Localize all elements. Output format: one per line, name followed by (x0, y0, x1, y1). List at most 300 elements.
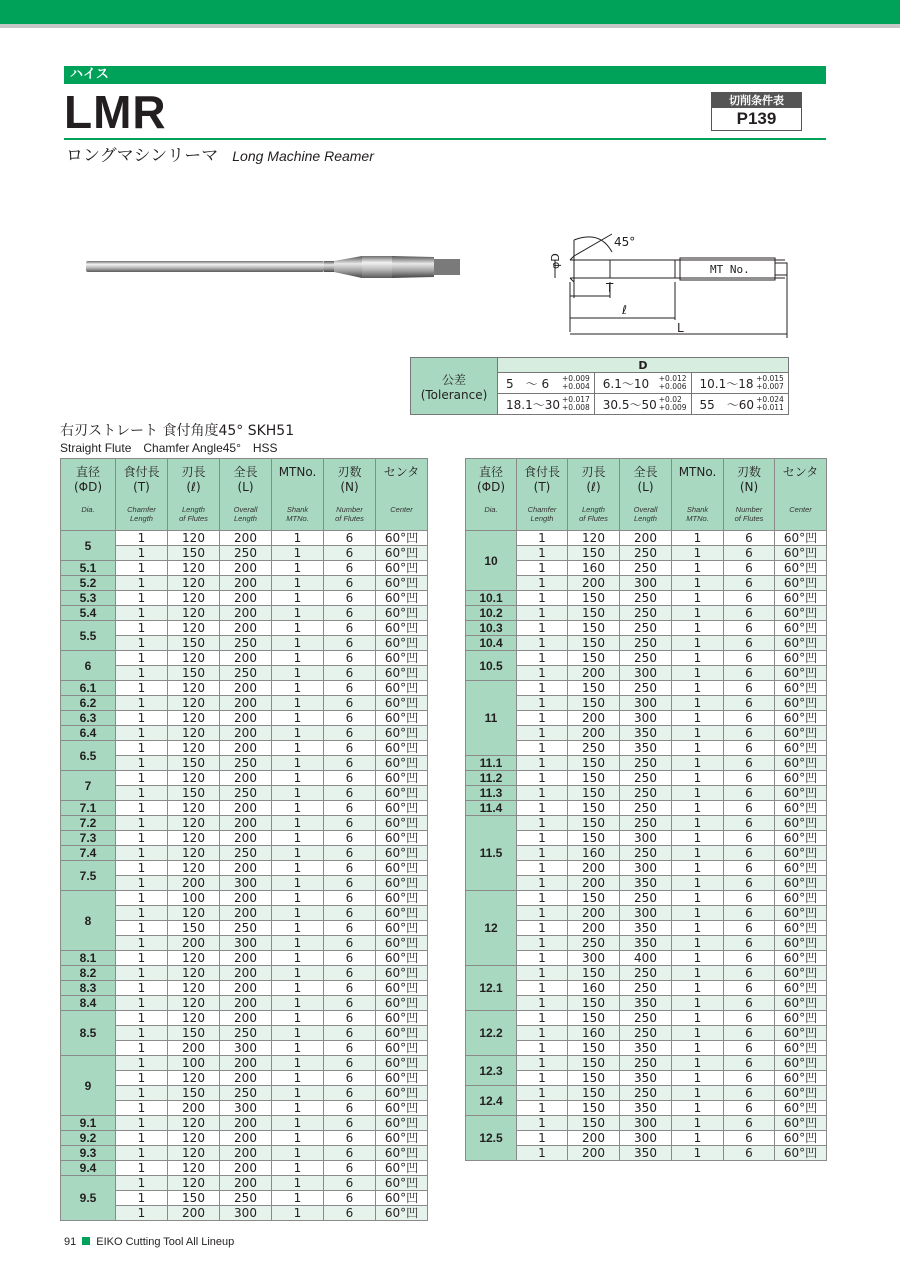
column-header (724, 459, 775, 531)
table-cell: 6 (324, 801, 376, 816)
table-cell: 120 (168, 816, 220, 831)
table-cell: 250 (220, 1191, 272, 1206)
table-cell: 6 (324, 756, 376, 771)
table-cell: 1 (272, 561, 324, 576)
table-cell: 200 (568, 1146, 620, 1161)
table-row (61, 966, 428, 981)
column-header-en: Number of Flutes (734, 505, 764, 523)
table-cell: 6 (324, 861, 376, 876)
table-cell: 1 (517, 696, 568, 711)
table-cell: 1 (116, 816, 168, 831)
table-cell: 60°凹 (376, 876, 428, 891)
table-cell: 6 (324, 1086, 376, 1101)
table-cell: 200 (220, 1146, 272, 1161)
table-cell: 60°凹 (775, 606, 827, 621)
table-cell: 150 (568, 1086, 620, 1101)
table-cell: 250 (620, 771, 672, 786)
table-cell: 250 (620, 891, 672, 906)
table-row (61, 531, 428, 546)
table-cell: 60°凹 (376, 981, 428, 996)
table-row (466, 1041, 827, 1056)
table-cell: 350 (620, 876, 672, 891)
table-cell: 6 (724, 636, 775, 651)
table-cell: 1 (517, 651, 568, 666)
table-cell: 150 (568, 621, 620, 636)
table-cell: 60°凹 (376, 621, 428, 636)
diameter-cell: 12.4 (466, 1086, 517, 1116)
table-cell: 120 (168, 981, 220, 996)
table-row (466, 756, 827, 771)
diameter-cell: 6.5 (61, 741, 116, 771)
table-cell: 120 (168, 966, 220, 981)
table-cell: 200 (220, 696, 272, 711)
table-cell: 120 (168, 996, 220, 1011)
table-cell: 60°凹 (775, 546, 827, 561)
diameter-cell: 5.1 (61, 561, 116, 576)
diameter-cell: 10 (466, 531, 517, 591)
table-cell: 1 (116, 1041, 168, 1056)
diameter-cell: 9.4 (61, 1161, 116, 1176)
table-cell: 250 (620, 981, 672, 996)
table-cell: 60°凹 (376, 1011, 428, 1026)
table-cell: 350 (620, 921, 672, 936)
column-header-jp: 食付長 (T) (523, 465, 560, 494)
table-row (466, 876, 827, 891)
table-cell: 6 (724, 1101, 775, 1116)
table-row (466, 771, 827, 786)
table-cell: 1 (116, 861, 168, 876)
table-row (61, 726, 428, 741)
column-header-jp: 刃長 (ℓ) (581, 465, 606, 494)
table-cell: 1 (672, 681, 724, 696)
table-row (61, 906, 428, 921)
table-cell: 120 (168, 846, 220, 861)
table-cell: 1 (272, 711, 324, 726)
table-cell: 6 (324, 621, 376, 636)
table-cell: 250 (620, 1086, 672, 1101)
table-cell: 350 (620, 1101, 672, 1116)
table-cell: 6 (324, 741, 376, 756)
table-row (61, 1191, 428, 1206)
table-cell: 1 (517, 591, 568, 606)
table-cell: 6 (324, 981, 376, 996)
diameter-cell: 11.1 (466, 756, 517, 771)
table-cell: 300 (620, 1116, 672, 1131)
table-cell: 250 (220, 1086, 272, 1101)
table-cell: 1 (517, 726, 568, 741)
diameter-cell: 8.2 (61, 966, 116, 981)
table-row (466, 561, 827, 576)
table-cell: 1 (672, 711, 724, 726)
diameter-cell: 8 (61, 891, 116, 951)
table-cell: 150 (568, 816, 620, 831)
table-cell: 1 (672, 801, 724, 816)
table-cell: 1 (672, 546, 724, 561)
tolerance-deviation: +0.024 +0.011 (756, 394, 788, 415)
table-cell: 1 (116, 1011, 168, 1026)
cutting-conditions-page: P139 (736, 109, 777, 128)
table-cell: 1 (272, 1176, 324, 1191)
table-cell: 1 (517, 876, 568, 891)
table-cell: 1 (116, 741, 168, 756)
tolerance-label-jp: 公差 (441, 372, 466, 387)
table-cell: 60°凹 (376, 606, 428, 621)
table-cell: 60°凹 (775, 996, 827, 1011)
table-cell: 60°凹 (775, 696, 827, 711)
table-cell: 200 (168, 1206, 220, 1221)
table-cell: 1 (272, 801, 324, 816)
table-cell: 150 (568, 1041, 620, 1056)
table-cell: 60°凹 (376, 576, 428, 591)
table-row (61, 1011, 428, 1026)
diameter-cell: 5.4 (61, 606, 116, 621)
table-cell: 300 (620, 1131, 672, 1146)
table-cell: 1 (272, 621, 324, 636)
size-table-right (465, 458, 827, 1161)
table-cell: 1 (272, 756, 324, 771)
table-cell: 250 (620, 546, 672, 561)
table-cell: 1 (272, 741, 324, 756)
column-header (568, 459, 620, 531)
table-cell: 1 (517, 1101, 568, 1116)
table-cell: 200 (220, 801, 272, 816)
table-cell: 60°凹 (775, 1041, 827, 1056)
table-cell: 6 (724, 621, 775, 636)
table-cell: 1 (272, 1161, 324, 1176)
table-row (466, 951, 827, 966)
table-cell: 1 (272, 636, 324, 651)
column-header-jp: 刃数 (N) (736, 465, 761, 494)
table-cell: 60°凹 (775, 981, 827, 996)
diameter-cell: 7.5 (61, 861, 116, 891)
table-cell: 200 (220, 1071, 272, 1086)
table-cell: 6 (324, 996, 376, 1011)
table-cell: 60°凹 (376, 1056, 428, 1071)
table-cell: 1 (272, 831, 324, 846)
table-row (61, 711, 428, 726)
table-cell: 1 (272, 546, 324, 561)
table-cell: 200 (220, 816, 272, 831)
table-cell: 60°凹 (376, 1146, 428, 1161)
column-header-en: Overall Length (633, 505, 658, 523)
diameter-cell: 7.3 (61, 831, 116, 846)
table-cell: 60°凹 (376, 951, 428, 966)
table-cell: 250 (620, 816, 672, 831)
table-cell: 120 (168, 1131, 220, 1146)
table-cell: 1 (116, 726, 168, 741)
table-cell: 6 (324, 726, 376, 741)
table-cell: 6 (324, 666, 376, 681)
table-cell: 1 (116, 831, 168, 846)
table-cell: 250 (220, 846, 272, 861)
table-cell: 60°凹 (376, 531, 428, 546)
table-cell: 120 (168, 1116, 220, 1131)
table-cell: 6 (724, 606, 775, 621)
table-cell: 300 (620, 666, 672, 681)
table-cell: 250 (220, 1026, 272, 1041)
table-cell: 60°凹 (775, 756, 827, 771)
table-row (61, 876, 428, 891)
table-cell: 1 (672, 531, 724, 546)
table-cell: 1 (116, 606, 168, 621)
table-cell: 300 (220, 1101, 272, 1116)
table-cell: 1 (272, 681, 324, 696)
diameter-cell: 5.5 (61, 621, 116, 651)
table-cell: 250 (220, 546, 272, 561)
table-cell: 60°凹 (775, 861, 827, 876)
table-cell: 350 (620, 1071, 672, 1086)
table-cell: 250 (220, 786, 272, 801)
table-cell: 60°凹 (775, 786, 827, 801)
table-row (61, 756, 428, 771)
column-header (272, 459, 324, 531)
table-cell: 60°凹 (376, 1161, 428, 1176)
table-cell: 6 (324, 771, 376, 786)
table-cell: 120 (168, 531, 220, 546)
table-cell: 120 (168, 1161, 220, 1176)
column-header (775, 459, 827, 531)
table-cell: 150 (568, 546, 620, 561)
table-cell: 120 (168, 621, 220, 636)
table-cell: 150 (568, 681, 620, 696)
table-row (61, 651, 428, 666)
table-row (466, 861, 827, 876)
table-cell: 6 (724, 936, 775, 951)
table-cell: 1 (272, 576, 324, 591)
table-cell: 150 (168, 1026, 220, 1041)
table-row (61, 606, 428, 621)
product-title-jp: ロングマシンリーマ (66, 146, 219, 166)
table-row (466, 1146, 827, 1161)
table-cell: 200 (568, 666, 620, 681)
column-header (376, 459, 428, 531)
table-cell: 120 (168, 681, 220, 696)
table-cell: 1 (116, 1116, 168, 1131)
table-cell: 60°凹 (775, 891, 827, 906)
table-cell: 100 (168, 891, 220, 906)
table-cell: 200 (220, 981, 272, 996)
column-header-en: Chamfer Length (527, 505, 557, 523)
table-cell: 1 (272, 1026, 324, 1041)
table-row (61, 546, 428, 561)
diameter-cell: 11.2 (466, 771, 517, 786)
column-header (116, 459, 168, 531)
table-cell: 200 (220, 1011, 272, 1026)
table-row (61, 891, 428, 906)
tolerance-range: 5 ～ 6 (498, 373, 563, 394)
column-header-en: Number of Flutes (335, 505, 364, 523)
tolerance-deviation: +0.017 +0.008 (562, 394, 594, 415)
table-cell: 6 (724, 906, 775, 921)
table-cell: 250 (620, 651, 672, 666)
table-cell: 1 (116, 981, 168, 996)
table-cell: 1 (517, 576, 568, 591)
table-cell: 1 (672, 651, 724, 666)
table-cell: 150 (568, 966, 620, 981)
table-cell: 150 (168, 756, 220, 771)
table-cell: 6 (724, 651, 775, 666)
table-row (61, 1071, 428, 1086)
table-row (466, 1011, 827, 1026)
table-cell: 1 (672, 621, 724, 636)
table-cell: 150 (568, 1071, 620, 1086)
table-cell: 1 (272, 531, 324, 546)
table-cell: 6 (724, 771, 775, 786)
tolerance-range: 55 ～60 (691, 394, 756, 415)
table-cell: 250 (620, 1056, 672, 1071)
diameter-cell: 5.2 (61, 576, 116, 591)
table-cell: 1 (272, 1191, 324, 1206)
table-cell: 200 (568, 711, 620, 726)
table-cell: 6 (324, 1206, 376, 1221)
table-cell: 120 (168, 906, 220, 921)
dimension-drawing (530, 220, 800, 350)
table-cell: 6 (324, 681, 376, 696)
table-cell: 6 (324, 1146, 376, 1161)
table-cell: 120 (168, 561, 220, 576)
table-cell: 60°凹 (376, 1206, 428, 1221)
column-header (620, 459, 672, 531)
table-cell: 6 (724, 726, 775, 741)
table-cell: 200 (220, 576, 272, 591)
column-header-jp: センタ (383, 465, 420, 479)
table-cell: 1 (517, 936, 568, 951)
table-cell: 150 (168, 666, 220, 681)
table-cell: 60°凹 (775, 651, 827, 666)
table-cell: 1 (272, 921, 324, 936)
table-cell: 1 (116, 921, 168, 936)
table-cell: 150 (568, 606, 620, 621)
table-cell: 6 (724, 591, 775, 606)
table-cell: 1 (672, 666, 724, 681)
table-row (466, 636, 827, 651)
table-cell: 1 (272, 1086, 324, 1101)
table-cell: 6 (724, 876, 775, 891)
table-row (61, 1206, 428, 1221)
table-cell: 6 (724, 741, 775, 756)
table-cell: 1 (517, 996, 568, 1011)
table-cell: 300 (220, 936, 272, 951)
tolerance-label-en: (Tolerance) (420, 387, 488, 402)
table-cell: 1 (272, 1101, 324, 1116)
table-row (466, 801, 827, 816)
table-cell: 120 (168, 696, 220, 711)
table-cell: 1 (672, 576, 724, 591)
table-row (466, 531, 827, 546)
table-cell: 6 (724, 816, 775, 831)
table-row (466, 681, 827, 696)
table-cell: 200 (168, 1101, 220, 1116)
table-cell: 200 (168, 1041, 220, 1056)
diameter-cell: 7.2 (61, 816, 116, 831)
table-cell: 200 (220, 651, 272, 666)
table-cell: 200 (220, 1056, 272, 1071)
table-cell: 300 (568, 951, 620, 966)
table-cell: 6 (324, 651, 376, 666)
table-cell: 1 (672, 726, 724, 741)
table-cell: 60°凹 (775, 801, 827, 816)
cutting-conditions-label: 切削条件表 (712, 93, 801, 108)
table-cell: 1 (672, 921, 724, 936)
table-cell: 6 (324, 696, 376, 711)
table-cell: 200 (220, 771, 272, 786)
table-cell: 1 (672, 591, 724, 606)
column-header-en: Center (789, 505, 812, 514)
table-cell: 6 (324, 951, 376, 966)
table-cell: 1 (672, 1041, 724, 1056)
table-row (61, 666, 428, 681)
table-cell: 1 (272, 696, 324, 711)
diameter-cell: 11.4 (466, 801, 517, 816)
table-cell: 1 (517, 711, 568, 726)
table-cell: 350 (620, 996, 672, 1011)
table-cell: 350 (620, 1041, 672, 1056)
table-cell: 60°凹 (376, 726, 428, 741)
table-cell: 1 (672, 981, 724, 996)
table-cell: 150 (568, 1056, 620, 1071)
table-row (61, 1176, 428, 1191)
diameter-cell: 10.3 (466, 621, 517, 636)
diameter-cell: 9.3 (61, 1146, 116, 1161)
table-row (61, 831, 428, 846)
table-cell: 350 (620, 741, 672, 756)
table-cell: 250 (620, 606, 672, 621)
table-cell: 1 (517, 756, 568, 771)
table-cell: 1 (116, 561, 168, 576)
table-cell: 1 (517, 786, 568, 801)
table-cell: 60°凹 (775, 711, 827, 726)
table-cell: 200 (220, 1116, 272, 1131)
table-cell: 1 (517, 801, 568, 816)
table-cell: 60°凹 (376, 1041, 428, 1056)
diameter-cell: 7 (61, 771, 116, 801)
table-cell: 6 (324, 1131, 376, 1146)
table-row (61, 861, 428, 876)
table-cell: 1 (272, 771, 324, 786)
table-cell: 60°凹 (376, 666, 428, 681)
table-cell: 1 (116, 1191, 168, 1206)
table-cell: 6 (324, 831, 376, 846)
table-cell: 60°凹 (376, 801, 428, 816)
table-cell: 400 (620, 951, 672, 966)
table-row (61, 591, 428, 606)
table-cell: 160 (568, 981, 620, 996)
table-cell: 1 (272, 1116, 324, 1131)
column-header-jp: 刃数 (N) (337, 465, 362, 494)
table-cell: 60°凹 (775, 921, 827, 936)
table-cell: 1 (517, 1026, 568, 1041)
table-cell: 1 (272, 1056, 324, 1071)
table-cell: 200 (220, 831, 272, 846)
table-cell: 150 (568, 1101, 620, 1116)
table-cell: 1 (672, 1011, 724, 1026)
table-cell: 300 (620, 576, 672, 591)
drawing-flute-label: ℓ (622, 303, 627, 317)
product-title (66, 145, 374, 167)
table-cell: 1 (116, 846, 168, 861)
table-cell: 200 (220, 1161, 272, 1176)
diameter-cell: 11.5 (466, 816, 517, 891)
diameter-cell: 8.5 (61, 1011, 116, 1056)
table-cell: 250 (620, 801, 672, 816)
table-cell: 120 (168, 606, 220, 621)
table-cell: 1 (517, 861, 568, 876)
table-cell: 300 (220, 1041, 272, 1056)
spec-en: Straight Flute Chamfer Angle45° HSS (60, 441, 278, 455)
table-cell: 6 (724, 951, 775, 966)
table-cell: 120 (168, 591, 220, 606)
table-cell: 6 (324, 786, 376, 801)
